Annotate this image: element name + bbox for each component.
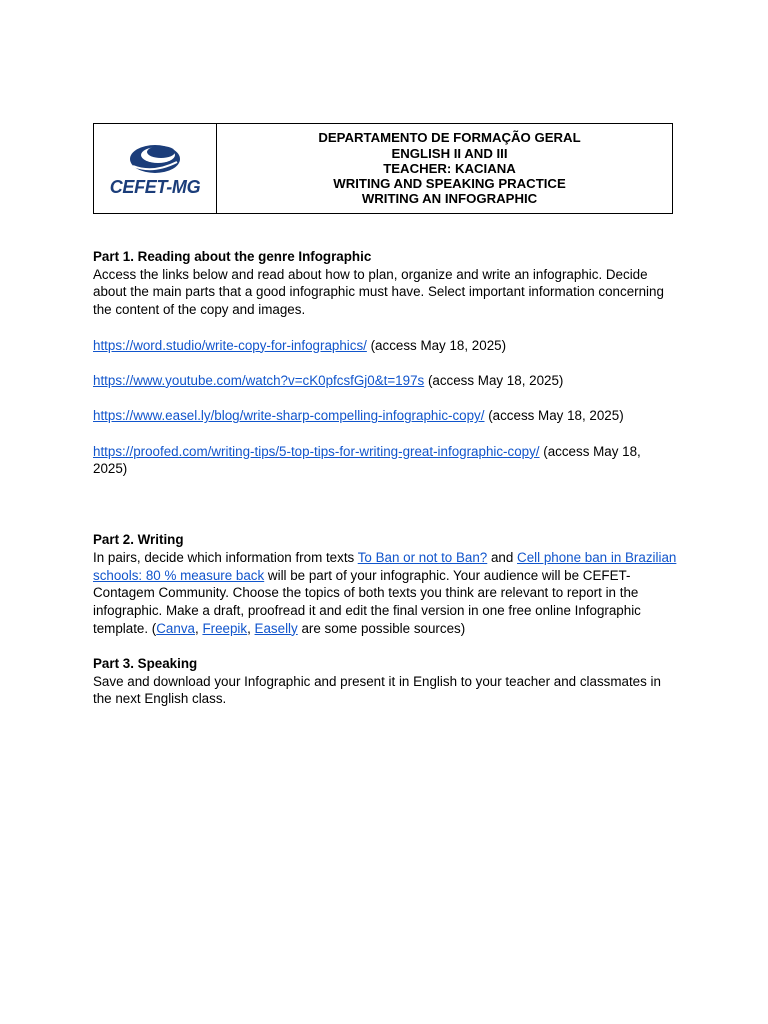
link-word-studio[interactable]: https://word.studio/write-copy-for-infographics/	[93, 337, 367, 353]
link-row	[93, 337, 678, 355]
part2-text: are some possible sources)	[297, 620, 466, 636]
link-youtube[interactable]: https://www.youtube.com/watch?v=cK0pfcsfGj0&t=197s	[93, 372, 425, 388]
logo-text: CEFET-MG	[109, 176, 201, 197]
part2-heading: Part 2. Writing	[93, 532, 184, 548]
part3-heading: Part 3. Speaking	[93, 656, 198, 672]
cefet-logo-emblem	[127, 140, 183, 176]
header-table	[93, 123, 673, 214]
logo-cell	[94, 124, 217, 213]
part3-body: Save and download your Infographic and present it in English to your teacher and classmates in the next English class.	[93, 673, 661, 707]
access-note: (access May 18, 2025)	[93, 443, 641, 477]
link-row	[93, 443, 678, 478]
separator: ,	[247, 620, 255, 636]
part1-body: Access the links below and read about how to plan, organize and write an infographic. Decide about the main parts that a good infographic must have. Select important information concerning the content of the copy and images.	[93, 266, 664, 318]
title-line: WRITING AN INFOGRAPHIC	[361, 191, 538, 207]
link-row	[93, 372, 678, 390]
link-cell-phone-ban[interactable]: Cell phone ban in Brazilian schools: 80 % measure back	[93, 549, 677, 583]
part2-text: and	[487, 549, 518, 565]
part2-text: In pairs, decide which information from texts	[93, 549, 358, 565]
part2-text: will be part of your infographic. Your audience will be CEFET-Contagem Community. Choose the topics of both texts you think are relevant to report in the infographic. Make a draft, proofread it and edit the final version in one free online Infographic template. (	[93, 567, 641, 636]
link-easelly[interactable]: Easelly	[254, 620, 298, 636]
link-to-ban-or-not[interactable]: To Ban or not to Ban?	[357, 549, 488, 565]
document-title	[217, 124, 672, 213]
document-body	[93, 248, 678, 708]
title-line: TEACHER: KACIANA	[383, 160, 516, 176]
part2-body	[93, 549, 678, 638]
link-row	[93, 407, 678, 425]
link-freepik[interactable]: Freepik	[202, 620, 248, 636]
access-note: (access May 18, 2025)	[366, 337, 507, 353]
link-easelly-blog[interactable]: https://www.easel.ly/blog/write-sharp-compelling-infographic-copy/	[93, 408, 485, 424]
link-canva[interactable]: Canva	[156, 620, 195, 636]
part1-heading: Part 1. Reading about the genre Infographic	[93, 249, 372, 264]
title-line: DEPARTAMENTO DE FORMAÇÃO GERAL	[318, 130, 581, 146]
title-line: ENGLISH II AND III	[391, 145, 508, 161]
access-note: (access May 18, 2025)	[484, 408, 624, 424]
title-line: WRITING AND SPEAKING PRACTICE	[333, 176, 566, 192]
access-note: (access May 18, 2025)	[424, 372, 564, 388]
separator: ,	[194, 620, 203, 636]
link-proofed[interactable]: https://proofed.com/writing-tips/5-top-tips-for-writing-great-infographic-copy/	[93, 443, 540, 459]
